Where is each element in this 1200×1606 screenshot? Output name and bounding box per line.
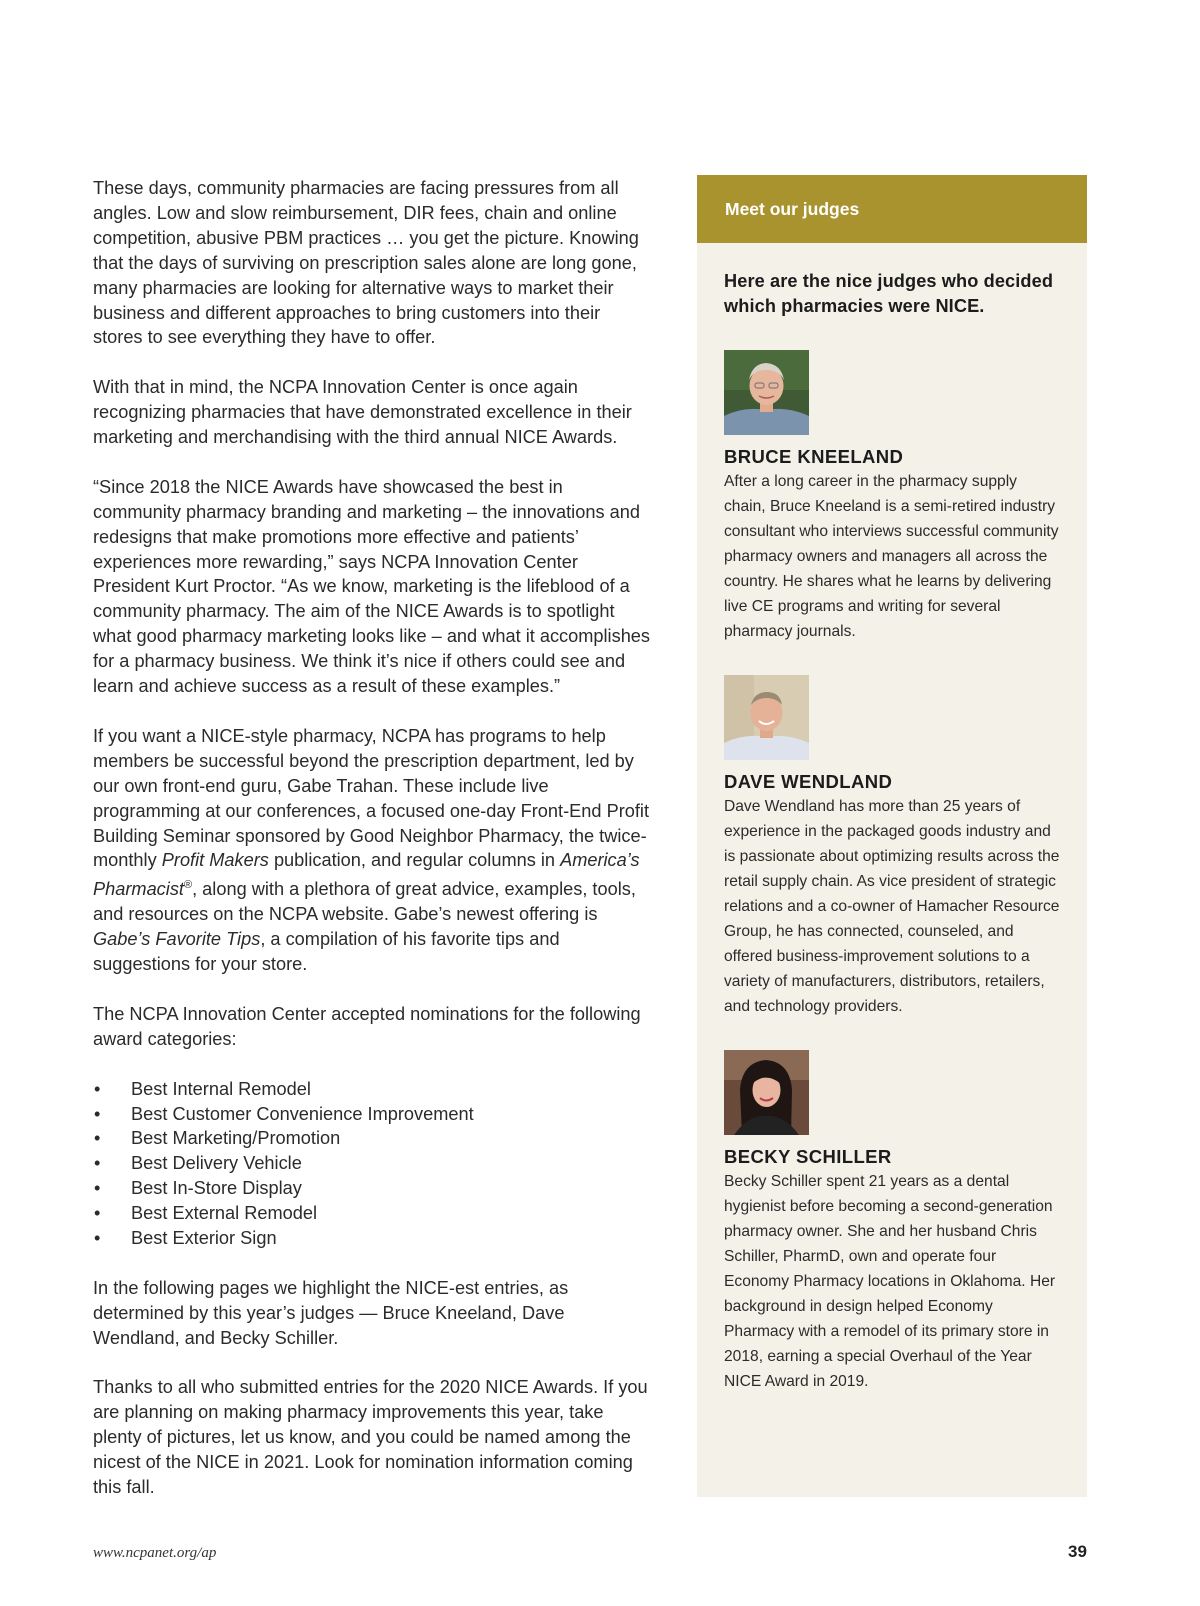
award-categories-list — [93, 1077, 653, 1251]
article-body — [93, 176, 653, 1525]
judge-photo-dave — [724, 675, 809, 760]
programs-text-a: If you want a NICE-style pharmacy, NCPA has programs to help members be successful beyond the prescription department, led by our own front-end guru, Gabe Trahan. These include live programming at our conferences, a focused one-day Front-End Profit Building Seminar sponsored by Good Neighbor Pharmacy, the twice-monthly — [93, 725, 650, 871]
judge-bio: Dave Wendland has more than 25 years of experience in the packaged goods industry and is passionate about optimizing results across the retail supply chain. As vice president of strategic relations and a co-owner of Hamacher Resource Group, he has connected, counseled, and offered business-improvement solutions to a variety of manufacturers, distributors, retailers, and technology providers. — [724, 798, 1060, 1015]
page-number: 39 — [1068, 1542, 1087, 1561]
paragraph-quote: “Since 2018 the NICE Awards have showcased the best in community pharmacy branding and marketing – the innovations and redesigns that make promotions more effective and patients’ experiences more rewarding,” says NCPA Innovation Center President Kurt Proctor. “As we know, marketing is the lifeblood of a community pharmacy. The aim of the NICE Awards is to spotlight what good pharmacy marketing looks like – and what it accomplishes for a pharmacy business. We think it’s nice if others could see and learn and achieve success as a result of these examples.” — [93, 476, 651, 697]
list-item: • Best Customer Convenience Improvement — [93, 1102, 653, 1127]
list-item: • Best Internal Remodel — [93, 1077, 653, 1102]
judges-sidebar — [697, 175, 1087, 1497]
favorite-tips-title: Gabe’s Favorite Tips — [93, 929, 261, 950]
sidebar-body — [697, 243, 1087, 1394]
list-item: • Best In-Store Display — [93, 1176, 653, 1201]
list-item: • Best Marketing/Promotion — [93, 1126, 653, 1151]
registered-mark: ® — [183, 879, 193, 892]
programs-text-e: , along with a plethora of great advice, examples, tools, and resources on the NCPA website. Gabe’s newest offering is — [93, 879, 636, 925]
judge-photo-bruce — [724, 350, 809, 435]
judge-name: BRUCE KNEELAND — [724, 446, 904, 467]
judge-bruce-kneeland — [724, 350, 1060, 644]
judge-bio: Becky Schiller spent 21 years as a dental hygienist before becoming a second-generation pharmacy owner. She and her husband Chris Schiller, PharmD, own and operate four Economy Pharmacy locations in Oklahoma. Her background in design helped Economy Pharmacy with a remodel of its primary store in 2018, earning a special Overhaul of the Year NICE Award in 2019. — [724, 1173, 1056, 1390]
paragraph-highlight: In the following pages we highlight the NICE-est entries, as determined by this year’s judges — Bruce Kneeland, Dave Wendland, and Becky Schiller. — [93, 1277, 569, 1348]
judge-dave-wendland — [724, 675, 1060, 1019]
sidebar-intro: Here are the nice judges who decided which pharmacies were NICE. — [724, 271, 1054, 316]
paragraph-intro: These days, community pharmacies are facing pressures from all angles. Low and slow reimbursement, DIR fees, chain and online competition, abusive PBM practices … you get the picture. Knowing that the days of surviving on prescription sales alone are long gone, many pharmacies are looking for alternative ways to market their business and different approaches to bring customers into their stores to see everything they have to offer. — [93, 178, 639, 348]
paragraph-programs — [93, 724, 653, 977]
paragraph-categories-intro: The NCPA Innovation Center accepted nominations for the following award categories: — [93, 1003, 641, 1049]
paragraph-innovation-center: With that in mind, the NCPA Innovation Center is once again recognizing pharmacies that have demonstrated excellence in their marketing and merchandising with the third annual NICE Awards. — [93, 377, 632, 448]
judge-photo-becky — [724, 1050, 809, 1135]
programs-text-c: publication, and regular columns in — [268, 850, 561, 871]
list-item: • Best Delivery Vehicle — [93, 1151, 653, 1176]
footer-url[interactable]: www.ncpanet.org/ap — [93, 1545, 217, 1561]
list-item: • Best Exterior Sign — [93, 1226, 653, 1251]
judge-name: DAVE WENDLAND — [724, 771, 893, 792]
programs-text-g: , a compilation of his favorite tips and suggestions for your store. — [93, 929, 560, 975]
paragraph-thanks: Thanks to all who submitted entries for the 2020 NICE Awards. If you are planning on making pharmacy improvements this year, take plenty of pictures, let us know, and you could be named among the nicest of the NICE in 2021. Look for nomination information coming this fall. — [93, 1377, 648, 1498]
sidebar-header: Meet our judges — [697, 175, 1087, 243]
americas-pharmacist-title: America’s Pharmacist — [93, 850, 640, 900]
judge-name: BECKY SCHILLER — [724, 1146, 892, 1167]
judge-becky-schiller — [724, 1050, 1060, 1394]
profit-makers-title: Profit Makers — [161, 850, 269, 871]
list-item: • Best External Remodel — [93, 1201, 653, 1226]
judge-bio: After a long career in the pharmacy supply chain, Bruce Kneeland is a semi-retired industry consultant who interviews successful community pharmacy owners and managers all across the country. He shares what he learns by delivering live CE programs and writing for several pharmacy journals. — [724, 473, 1059, 640]
